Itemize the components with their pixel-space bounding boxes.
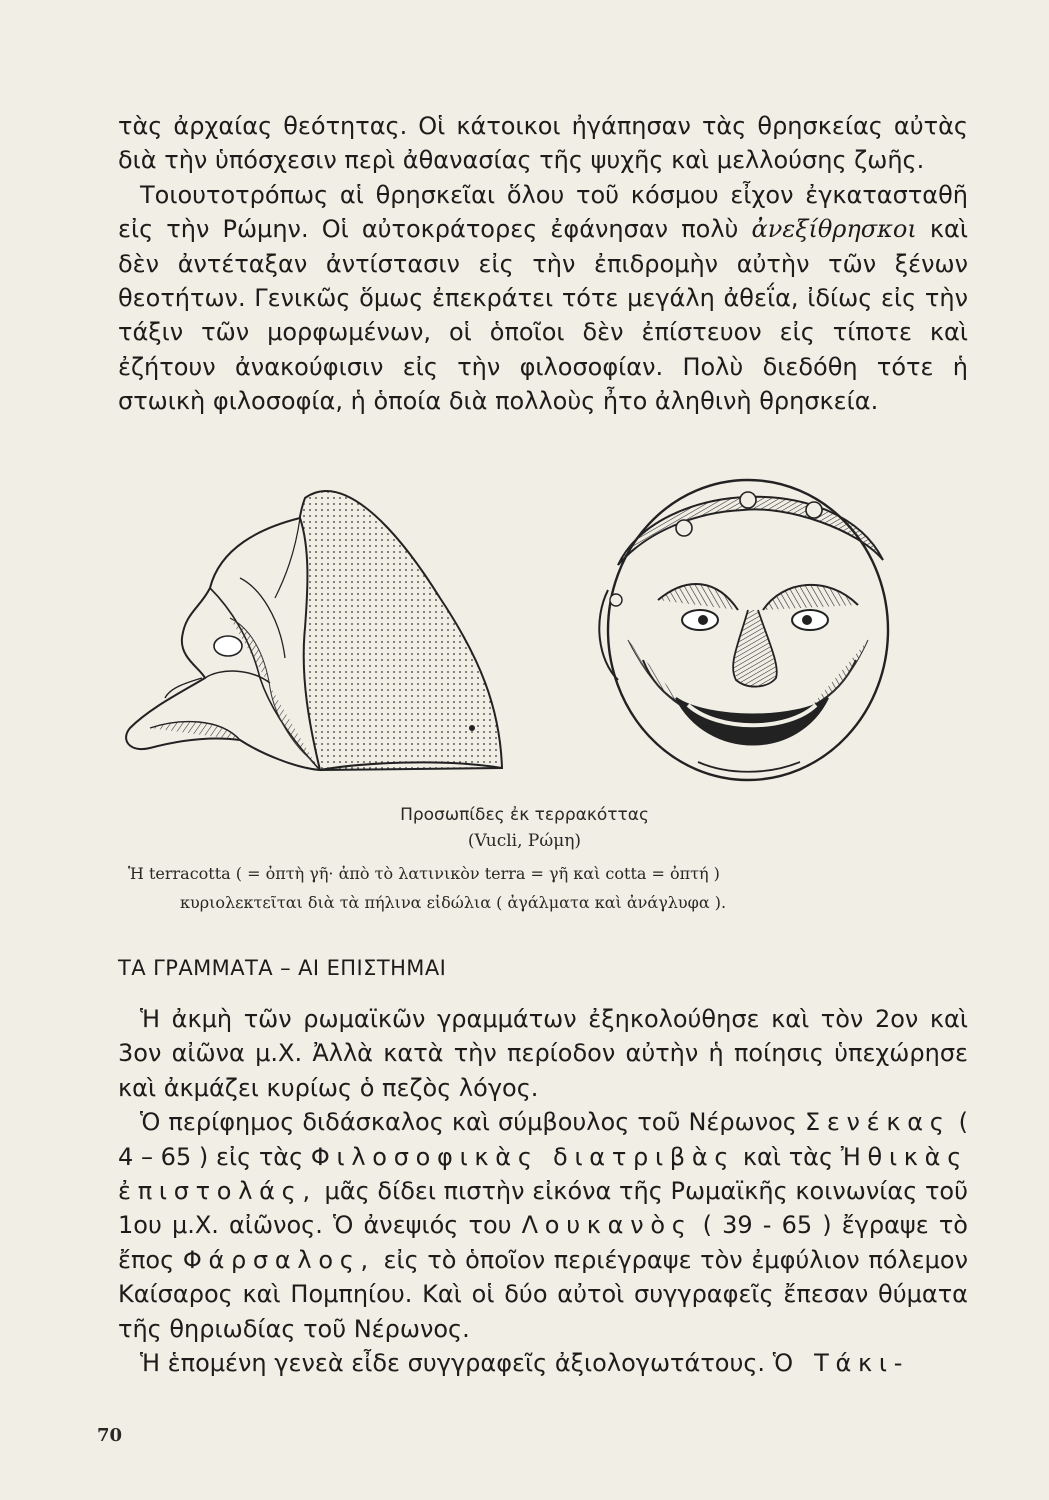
work-moral-letters: Ἠθικὰς ἐπιστολάς,: [118, 1142, 969, 1206]
figure-masks: [110, 470, 940, 800]
author-lucan: Λουκανὸς: [521, 1211, 693, 1240]
section-heading: ΤΑ ΓΡΑΜΜΑΤΑ – ΑΙ ΕΠΙΣΤΗΜΑΙ: [118, 956, 447, 980]
page-number: 70: [97, 1425, 123, 1446]
figure-caption-title: Προσωπίδες ἐκ τερρακόττας: [400, 805, 649, 825]
work-philosophical-dialogues: Φιλοσοφικὰς διατριβὰς: [310, 1142, 736, 1171]
author-seneca: Σενέκας: [804, 1108, 951, 1137]
work-pharsalia: Φάρσαλος,: [182, 1245, 375, 1274]
figure-caption-source: (Vucli, Ρώμη): [467, 831, 582, 851]
terracotta-mask-profile-illustration: [110, 478, 540, 778]
paragraph-religions: τὰς ἀρχαίας θεότητας. Οἱ κάτοικοι ἠγάπησαν τὰς θρησκείας αὐτὰς διὰ τὴν ὑπόσχεσιν περὶ ἀθανασίας τῆς ψυχῆς καὶ μελλούσης ζωῆς. Τοιουτοτρόπως αἱ θρησκεῖαι ὅλου τοῦ κόσμου εἶχον ἐγκατασταθῆ εἰς τὴν Ρώμην. Οἱ αὐτοκράτορες ἐφάνησαν πολὺ ἀνεξίθρησκοι καὶ δὲν ἀντέταξαν ἀντίστασιν εἰς τὴν ἐπιδρομὴν αὐτὴν τῶν ξένων θεοτήτων. Γενικῶς ὅμως ἐπεκράτει τότε μεγάλη ἀθεΐα, ἰδίως εἰς τὴν τάξιν τῶν μορφωμένων, οἱ ὁποῖοι δὲν ἐπίστευον εἰς τίποτε καὶ ἐζήτουν ἀνακούφισιν εἰς τὴν φιλοσοφίαν. Πολὺ διεδόθη τότε ἡ στωικὴ φιλοσοφία, ἡ ὁποία διὰ πολλοὺς ἦτο ἀληθινὴ θρησκεία.: [118, 112, 968, 416]
terracotta-mask-front-illustration: [588, 470, 898, 786]
figure-note-line2: κυριολεκτεῖται διὰ τὰ πήλινα εἰδώλια ( ἀγάλματα καὶ ἀνάγλυφα ).: [180, 893, 727, 912]
figure-note-line1: Ἡ terracotta ( = ὀπτὴ γῆ· ἀπὸ τὸ λατινικὸν terra = γῆ καὶ cotta = ὀπτή ): [128, 864, 720, 883]
paragraph-letters: Ἡ ἀκμὴ τῶν ρωμαϊκῶν γραμμάτων ἐξηκολούθησε καὶ τὸν 2ον καὶ 3ον αἰῶνα μ.Χ. Ἀλλὰ κατὰ τὴν περίοδον αὐτὴν ἡ ποίησις ὑπεχώρησε καὶ ἀκμάζει κυρίως ὁ πεζὸς λόγος. Ὁ περίφημος διδάσκαλος καὶ σύμβουλος τοῦ Νέρωνος Σενέκας ( 4 – 65 ) εἰς τὰς Φιλοσοφικὰς διατριβὰς καὶ τὰς Ἠθικὰς ἐπιστολάς, μᾶς δίδει πιστὴν εἰκόνα τῆς Ρωμαϊκῆς κοινωνίας τοῦ 1ου μ.Χ. αἰῶνος. Ὁ ἀνεψιός του Λουκανὸς ( 39 - 65 ) ἔγραψε τὸ ἔπος Φάρσαλος, εἰς τὸ ὁποῖον περιέγραψε τὸν ἐμφύλιον πόλεμον Καίσαρος καὶ Πομπηίου. Καὶ οἱ δύο αὐτοὶ συγγραφεῖς ἔπεσαν θύματα τῆς θηριωδίας τοῦ Νέρωνος. Ἡ ἑπομένη γενεὰ εἶδε συγγραφεῖς ἀξιολογωτάτους. Ὁ Τάκι-: [118, 1005, 969, 1378]
author-tacitus: Ὁ Τάκι-: [772, 1349, 910, 1378]
